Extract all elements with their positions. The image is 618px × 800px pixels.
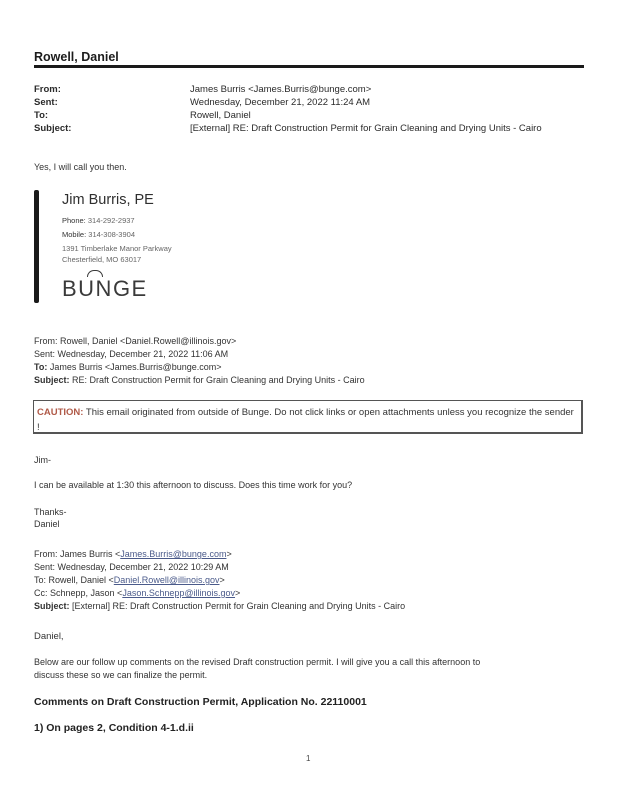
signature-address-line2: Chesterfield, MO 63017 <box>62 255 142 264</box>
reply2-to-prefix: To: Rowell, Daniel < <box>34 575 114 585</box>
signature-mobile <box>62 230 135 239</box>
caution-banner <box>33 400 583 434</box>
mobile-label: Mobile: <box>62 230 87 239</box>
signature-address-line1: 1391 Timberlake Manor Parkway <box>62 244 172 253</box>
reply2-to <box>34 575 225 585</box>
reply2-from-suffix: > <box>226 549 232 559</box>
reply1-from: From: Rowell, Daniel <Daniel.Rowell@illinois.gov> <box>34 336 237 346</box>
phone-label: Phone: <box>62 216 86 225</box>
reply2-paragraph-line1: Below are our follow up comments on the revised Draft construction permit. I will give you a call this afternoon to <box>34 657 481 667</box>
reply2-subject-value: [External] RE: Draft Construction Permit for Grain Cleaning and Drying Units - Cairo <box>69 601 406 611</box>
signature-name: Jim Burris, PE <box>62 192 154 208</box>
page-number: 1 <box>306 754 311 763</box>
subject-value: [External] RE: Draft Construction Permit for Grain Cleaning and Drying Units - Cairo <box>190 123 542 134</box>
from-label: From: <box>34 84 61 95</box>
to-value: Rowell, Daniel <box>190 110 251 121</box>
reply2-from-email-link[interactable]: James.Burris@bunge.com <box>120 549 227 559</box>
caution-label: CAUTION: <box>37 407 84 418</box>
from-value: James Burris <James.Burris@bunge.com> <box>190 84 372 95</box>
reply2-paragraph-line2: discuss these so we can finalize the permit. <box>34 670 208 680</box>
reply2-greeting: Daniel, <box>34 631 64 642</box>
reply1-signoff: Daniel <box>34 519 60 529</box>
signature-phone <box>62 216 135 225</box>
reply1-subject-value: RE: Draft Construction Permit for Grain Cleaning and Drying Units - Cairo <box>69 375 365 385</box>
reply2-subject-label: Subject: <box>34 601 70 611</box>
reply2-subject <box>34 601 405 611</box>
reply1-thanks: Thanks- <box>34 507 67 517</box>
comments-section-title: Comments on Draft Construction Permit, Application No. 22110001 <box>34 696 367 708</box>
reply2-from <box>34 549 232 559</box>
document-owner-name: Rowell, Daniel <box>34 50 119 64</box>
reply2-cc-prefix: Cc: Schnepp, Jason < <box>34 588 123 598</box>
reply1-subject <box>34 375 365 385</box>
reply2-cc-email-link[interactable]: Jason.Schnepp@illinois.gov <box>122 588 236 598</box>
header-rule <box>34 65 584 68</box>
reply2-cc <box>34 588 240 598</box>
reply1-to-value: James Burris <James.Burris@bunge.com> <box>47 362 222 372</box>
caution-text: This email originated from outside of Bunge. Do not click links or open attachments unless you recognize the sender ! <box>37 407 574 433</box>
reply1-sent: Sent: Wednesday, December 21, 2022 11:06 AM <box>34 349 229 359</box>
reply2-to-suffix: > <box>219 575 225 585</box>
reply1-greeting: Jim- <box>34 455 51 465</box>
phone-number: 314-292-2937 <box>87 216 135 225</box>
reply2-to-email-link[interactable]: Daniel.Rowell@illinois.gov <box>113 575 220 585</box>
reply1-subject-label: Subject: <box>34 375 70 385</box>
reply2-sent: Sent: Wednesday, December 21, 2022 10:29 AM <box>34 562 229 572</box>
sent-label: Sent: <box>34 97 58 108</box>
reply1-to-label: To: <box>34 362 48 372</box>
comment-item-1: 1) On pages 2, Condition 4-1.d.ii <box>34 722 194 734</box>
reply1-message: I can be available at 1:30 this afternoon to discuss. Does this time work for you? <box>34 480 353 490</box>
bunge-logo: BUNGE <box>62 276 148 301</box>
reply-body-text: Yes, I will call you then. <box>34 162 127 172</box>
subject-label: Subject: <box>34 123 72 134</box>
reply1-to <box>34 362 222 372</box>
reply2-cc-suffix: > <box>235 588 241 598</box>
reply2-from-prefix: From: James Burris < <box>34 549 121 559</box>
sent-value: Wednesday, December 21, 2022 11:24 AM <box>190 97 371 108</box>
to-label: To: <box>34 110 49 121</box>
signature-bar <box>34 190 39 303</box>
mobile-number: 314-308-3904 <box>88 230 135 239</box>
